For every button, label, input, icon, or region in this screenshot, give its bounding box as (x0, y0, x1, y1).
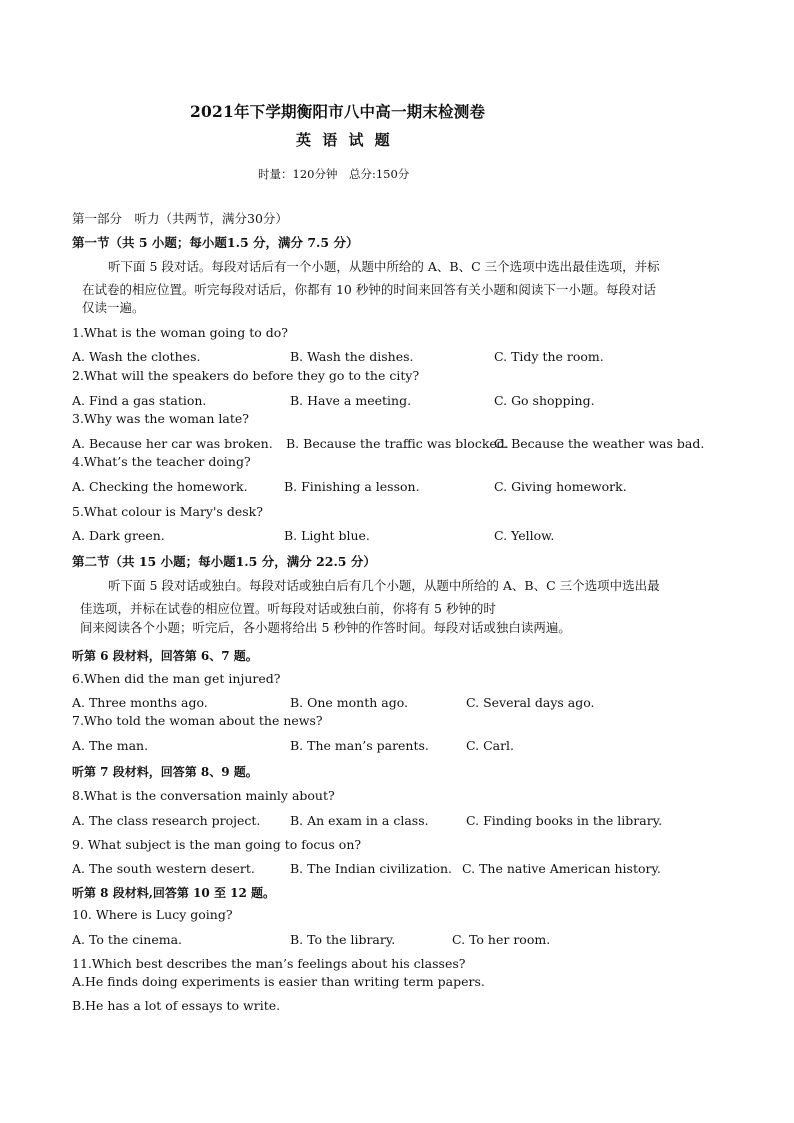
question-text: 11.Which best describes the man’s feelings about his classes? (72, 956, 466, 971)
material-heading: 听第 8 段材料,回答第 10 至 12 题。 (72, 886, 275, 900)
option-a: A. Find a gas station. (72, 393, 207, 408)
question-text: 6.When did the man get injured? (72, 671, 281, 686)
option-a: A. Because her car was broken. (72, 436, 273, 451)
option-c: C. The native American history. (462, 861, 661, 876)
option-c: C. Giving homework. (494, 479, 627, 494)
section1-instruction-line: 听下面 5 段对话。每段对话后有一个小题，从题中所给的 A、B、C 三个选项中选出最佳选项，并标 (108, 259, 660, 274)
section2-instruction-line: 听下面 5 段对话或独白。每段对话或独白后有几个小题，从题中所给的 A、B、C 三个选项中选出最 (108, 578, 660, 593)
question-text: 4.What’s the teacher doing? (72, 454, 251, 469)
material-heading: 听第 6 段材料，回答第 6、7 题。 (72, 649, 258, 663)
option-b: B. Because the traffic was blocked. (286, 436, 509, 451)
question-text: 7.Who told the woman about the news? (72, 713, 323, 728)
question-text: 1.What is the woman going to do? (72, 325, 288, 340)
option-b: B. To the library. (290, 932, 396, 947)
section2-instruction-line: 佳选项，并标在试卷的相应位置。听每段对话或独白前，你将有 5 秒钟的时 (80, 601, 496, 616)
option-b: B. The Indian civilization. (290, 861, 453, 876)
section1-instruction-line: 仅读一遍。 (82, 300, 145, 315)
material-heading: 听第 7 段材料，回答第 8、9 题。 (72, 765, 258, 779)
option-c: C. Finding books in the library. (466, 813, 663, 828)
part1-heading: 第一部分 听力（共两节，满分30分） (72, 211, 288, 226)
option-a: A. The class research project. (72, 813, 261, 828)
option-c: C. Tidy the room. (494, 349, 604, 364)
option-a: A. To the cinema. (72, 932, 183, 947)
option-a: A. Three months ago. (72, 695, 208, 710)
option-a: A. Dark green. (72, 528, 165, 543)
option-c: C. Carl. (466, 738, 515, 753)
exam-meta: 时量：120分钟 总分:150分 (258, 167, 410, 181)
option-a: A. Checking the homework. (72, 479, 248, 494)
option-c: C. Several days ago. (466, 695, 595, 710)
question-text: 3.Why was the woman late? (72, 411, 249, 426)
option-b: B. An exam in a class. (290, 813, 429, 828)
section1-heading: 第一节（共 5 小题；每小题1.5 分，满分 7.5 分） (72, 235, 359, 250)
section1-instruction-line: 在试卷的相应位置。听完每段对话后，你都有 10 秒钟的时间来回答有关小题和阅读下一小题。每段对话 (82, 282, 656, 297)
section2-heading: 第二节（共 15 小题；每小题1.5 分，满分 22.5 分） (72, 554, 376, 569)
option-b: B. Have a meeting. (290, 393, 412, 408)
option-b: B.He has a lot of essays to write. (72, 998, 281, 1013)
option-b: B. Finishing a lesson. (284, 479, 420, 494)
option-b: B. The man’s parents. (290, 738, 429, 753)
section2-instruction-line: 间来阅读各个小题；听完后，各小题将给出 5 秒钟的作答时间。每段对话或独白读两遍。 (80, 620, 571, 635)
option-c: C. Go shopping. (494, 393, 595, 408)
option-a: A. Wash the clothes. (72, 349, 201, 364)
question-text: 5.What colour is Mary's desk? (72, 504, 263, 519)
option-b: B. Light blue. (284, 528, 370, 543)
option-c: C. Because the weather was bad. (494, 436, 705, 451)
option-c: C. To her room. (452, 932, 551, 947)
exam-title: 2021年下学期衡阳市八中高一期末检测卷 (190, 102, 486, 121)
question-text: 10. Where is Lucy going? (72, 907, 233, 922)
question-text: 9. What subject is the man going to focus on? (72, 837, 362, 852)
question-text: 8.What is the conversation mainly about? (72, 788, 335, 803)
option-c: C. Yellow. (494, 528, 555, 543)
option-a: A. The south western desert. (72, 861, 255, 876)
option-a: A. The man. (72, 738, 149, 753)
exam-subtitle: 英 语 试 题 (296, 131, 393, 149)
question-text: 2.What will the speakers do before they go to the city? (72, 368, 420, 383)
option-b: B. One month ago. (290, 695, 409, 710)
option-a: A.He finds doing experiments is easier than writing term papers. (72, 974, 485, 989)
option-b: B. Wash the dishes. (290, 349, 414, 364)
